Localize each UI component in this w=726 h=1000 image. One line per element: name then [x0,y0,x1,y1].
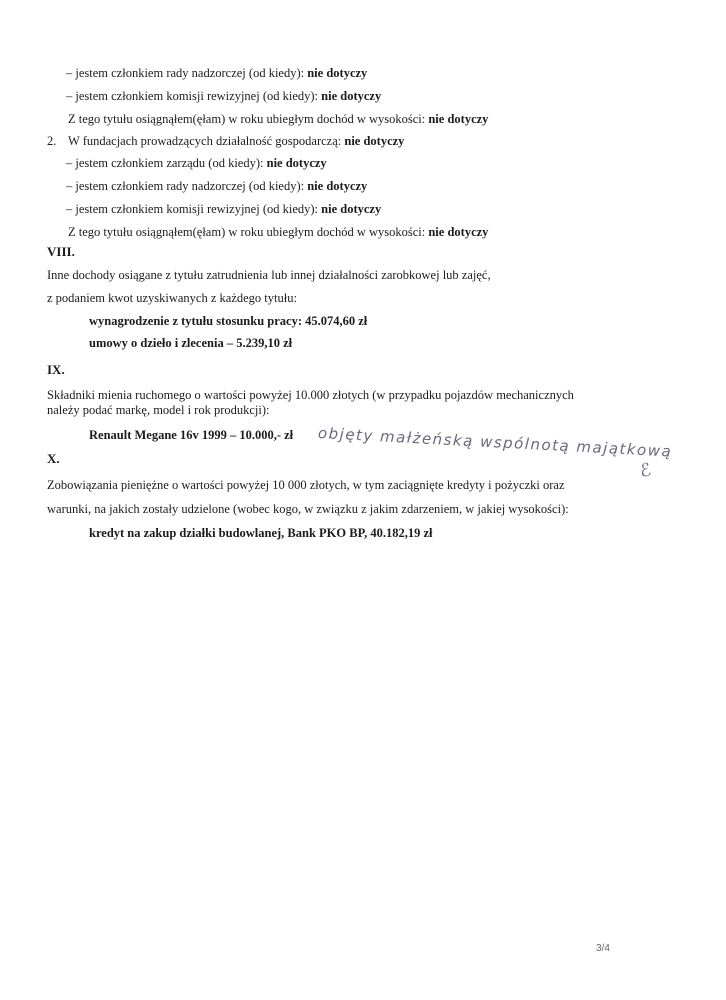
foundations-value: nie dotyczy [344,134,405,148]
board-member-line [66,66,367,80]
audit-member-label: – jestem członkiem komisji rewizyjnej (od kiedy): [66,89,319,103]
foundations-line [68,134,404,148]
board-member-value: nie dotyczy [307,66,368,80]
foundations-item [66,156,327,170]
foundations-item-value: nie dotyczy [321,202,382,216]
handwritten-initials: ℰ [638,459,655,482]
section-x-heading: X. [47,451,60,466]
section-x-line2: warunki, na jakich zostały udzielone (wobec kogo, w związku z jakim zdarzeniem, w jakiej wysokości): [47,502,569,516]
foundations-item [66,202,381,216]
section-ix-line1: Składniki mienia ruchomego o wartości powyżej 10.000 złotych (w przypadku pojazdów mechanicznych [47,388,574,402]
foundations-number: 2. [47,134,57,148]
income-label: Z tego tytułu osiągnąłem(ęłam) w roku ubiegłym dochód w wysokości: [68,112,426,126]
income-line [68,112,488,126]
section-viii-entry: umowy o dzieło i zlecenia – 5.239,10 zł [89,336,293,350]
section-x-line1: Zobowiązania pieniężne o wartości powyżej 10 000 złotych, w tym zaciągnięte kredyty i pożyczki oraz [47,478,565,492]
foundations-item-label: – jestem członkiem rady nadzorczej (od kiedy): [66,179,305,193]
section-viii-entry: wynagrodzenie z tytułu stosunku pracy: 45.074,60 zł [89,314,368,328]
foundations-item-label: – jestem członkiem zarządu (od kiedy): [66,156,264,170]
foundations-income-line [68,225,488,239]
section-viii-line2: z podaniem kwot uzyskiwanych z każdego tytułu: [47,291,297,305]
section-viii-line1: Inne dochody osiągane z tytułu zatrudnienia lub innej działalności zarobkowej lub zajęć, [47,268,491,282]
foundations-income-label: Z tego tytułu osiągnąłem(ęłam) w roku ubiegłym dochód w wysokości: [68,225,426,239]
foundations-item [66,179,367,193]
section-ix-entry: Renault Megane 16v 1999 – 10.000,- zł [89,428,294,442]
income-value: nie dotyczy [428,112,489,126]
foundations-item-value: nie dotyczy [266,156,327,170]
section-x-entry: kredyt na zakup działki budowlanej, Bank PKO BP, 40.182,19 zł [89,526,433,540]
section-ix-line2: należy podać markę, model i rok produkcji): [47,403,270,417]
foundations-item-value: nie dotyczy [307,179,368,193]
handwritten-note: objęty małżeńską wspólnotą majątkową [317,424,673,461]
foundations-item-label: – jestem członkiem komisji rewizyjnej (od kiedy): [66,202,319,216]
foundations-text: W fundacjach prowadzących działalność gospodarczą: [68,134,342,148]
audit-member-value: nie dotyczy [321,89,382,103]
foundations-income-value: nie dotyczy [428,225,489,239]
page-number: 3/4 [596,943,610,954]
section-viii-heading: VIII. [47,244,75,259]
section-ix-heading: IX. [47,362,65,377]
audit-member-line [66,89,381,103]
board-member-label: – jestem członkiem rady nadzorczej (od kiedy): [66,66,305,80]
